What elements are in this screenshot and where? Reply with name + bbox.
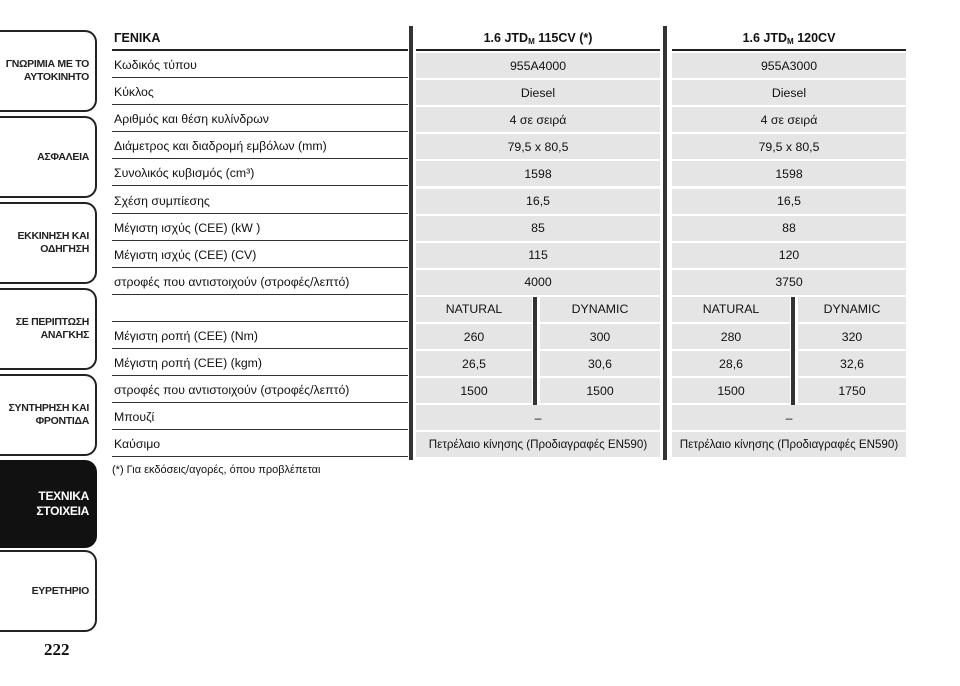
column-divider	[663, 405, 667, 432]
column-divider	[663, 378, 667, 405]
tab-label-line2: ΣΤΟΙΧΕΙΑ	[36, 504, 89, 518]
column-divider	[663, 80, 667, 107]
row-label: στροφές που αντιστοιχούν (στροφές/λεπτό)	[112, 270, 408, 295]
tab-label-line1: ΑΣΦΑΛΕΙΑ	[37, 150, 89, 163]
value-120cv: Πετρέλαιο κίνησης (Προδιαγραφές EN590)	[672, 432, 906, 457]
value-natural-115cv: 26,5	[416, 351, 532, 376]
column-divider	[409, 378, 413, 405]
column-divider	[663, 26, 667, 53]
tab-label-line1: ΕΚΚΙΝΗΣΗ ΚΑΙ	[17, 230, 89, 242]
table-header-row	[112, 26, 906, 53]
value-115cv: 1598	[416, 161, 660, 186]
table-row	[112, 80, 906, 107]
column-divider	[663, 432, 667, 459]
column-divider	[409, 351, 413, 378]
column-divider	[663, 297, 667, 324]
column-divider	[409, 405, 413, 432]
header-subscript: M	[787, 37, 794, 46]
value-natural-120cv: 28,6	[672, 351, 790, 376]
table-row	[112, 324, 906, 351]
table-row	[112, 189, 906, 216]
tab-label-line2: ΑΥΤΟΚΙΝΗΤΟ	[23, 71, 89, 83]
column-divider	[409, 270, 413, 297]
table-row	[112, 270, 906, 297]
table-row	[112, 405, 906, 432]
column-divider	[533, 378, 537, 405]
value-120cv: Diesel	[672, 80, 906, 105]
header-text: 1.6 JTD	[483, 30, 529, 45]
table-row	[112, 134, 906, 161]
header-subscript: M	[528, 37, 535, 46]
column-divider	[409, 297, 413, 324]
value-dynamic-120cv: 32,6	[798, 351, 906, 376]
column-divider	[663, 161, 667, 188]
page-number: 222	[44, 640, 70, 659]
column-divider	[663, 189, 667, 216]
tab-maintenance-and-care[interactable]	[0, 374, 97, 456]
value-120cv: 3750	[672, 270, 906, 295]
column-divider	[663, 351, 667, 378]
column-divider	[663, 216, 667, 243]
column-divider	[663, 107, 667, 134]
table-row	[112, 216, 906, 243]
column-divider	[533, 324, 537, 351]
value-115cv: Πετρέλαιο κίνησης (Προδιαγραφές EN590)	[416, 432, 660, 457]
value-dynamic-115cv: 300	[540, 324, 660, 349]
value-115cv: –	[416, 405, 660, 430]
value-120cv: 79,5 x 80,5	[672, 134, 906, 159]
value-natural-115cv: 1500	[416, 378, 532, 403]
value-120cv: –	[672, 405, 906, 430]
value-115cv: 16,5	[416, 189, 660, 214]
row-label: Μπουζί	[112, 405, 408, 430]
table-row	[112, 243, 906, 270]
column-divider	[533, 297, 537, 324]
table-row	[112, 378, 906, 405]
row-label: Κωδικός τύπου	[112, 53, 408, 78]
row-label: Διάμετρος και διαδρομή εμβόλων (mm)	[112, 134, 408, 159]
row-label: στροφές που αντιστοιχούν (στροφές/λεπτό)	[112, 378, 408, 403]
tab-label-line2: ΟΔΗΓΗΣΗ	[40, 243, 89, 255]
value-115cv: 85	[416, 216, 660, 241]
column-divider	[663, 270, 667, 297]
tab-label-line1: ΕΥΡΕΤΗΡΙΟ	[31, 584, 89, 597]
table-row	[112, 53, 906, 80]
row-label: Κύκλος	[112, 80, 408, 105]
header-engine-120cv	[672, 26, 906, 51]
column-divider	[409, 243, 413, 270]
value-120cv: 1598	[672, 161, 906, 186]
value-dynamic-120cv: 320	[798, 324, 906, 349]
row-label: Μέγιστη ισχύς (CEE) (kW )	[112, 216, 408, 241]
mode-dynamic-120cv: DYNAMIC	[798, 297, 906, 322]
header-text-suffix: 120CV	[793, 30, 836, 45]
footnote: (*) Για εκδόσεις/αγορές, όπου προβλέπεται	[112, 464, 321, 476]
column-divider	[409, 216, 413, 243]
row-label: Συνολικός κυβισμός (cm³)	[112, 161, 408, 186]
mode-dynamic-115cv: DYNAMIC	[540, 297, 660, 322]
value-dynamic-115cv: 1500	[540, 378, 660, 403]
tab-label-line1: ΣΕ ΠΕΡΙΠΤΩΣΗ	[15, 316, 89, 328]
mode-natural-115cv: NATURAL	[416, 297, 532, 322]
value-natural-115cv: 260	[416, 324, 532, 349]
value-120cv: 4 σε σειρά	[672, 107, 906, 132]
row-label: Καύσιμο	[112, 432, 408, 457]
row-label: Μέγιστη ροπή (CEE) (Nm)	[112, 324, 408, 349]
column-divider	[409, 107, 413, 134]
column-divider	[409, 189, 413, 216]
value-dynamic-120cv: 1750	[798, 378, 906, 403]
header-text-suffix: 115CV (*)	[534, 30, 593, 45]
value-natural-120cv: 280	[672, 324, 790, 349]
drive-mode-row	[112, 297, 906, 324]
tab-getting-to-know-car[interactable]	[0, 30, 97, 112]
column-divider	[409, 26, 413, 53]
column-divider	[791, 351, 795, 378]
tab-label-line2: ΦΡΟΝΤΙΔΑ	[35, 415, 89, 427]
tab-label-line1: ΣΥΝΤΗΡΗΣΗ ΚΑΙ	[8, 402, 89, 414]
value-dynamic-115cv: 30,6	[540, 351, 660, 376]
value-115cv: 955A4000	[416, 53, 660, 78]
engine-spec-table	[112, 26, 906, 460]
value-115cv: 4000	[416, 270, 660, 295]
row-label	[112, 297, 408, 322]
tab-label-line1: ΓΝΩΡΙΜΙΑ ΜΕ ΤΟ	[5, 58, 89, 70]
tab-label-line1: ΤΕΧΝΙΚΑ	[38, 489, 89, 503]
value-120cv: 120	[672, 243, 906, 268]
tab-starting-and-driving[interactable]	[0, 202, 97, 284]
value-115cv: 79,5 x 80,5	[416, 134, 660, 159]
column-divider	[663, 243, 667, 270]
row-label: Σχέση συμπίεσης	[112, 189, 408, 214]
header-text: 1.6 JTD	[742, 30, 788, 45]
header-engine-115cv	[416, 26, 660, 51]
tab-technical-data[interactable]	[0, 460, 97, 548]
column-divider	[663, 53, 667, 80]
column-divider	[791, 378, 795, 405]
column-divider	[409, 80, 413, 107]
column-divider	[791, 297, 795, 324]
column-divider	[409, 53, 413, 80]
value-120cv: 16,5	[672, 189, 906, 214]
table-row	[112, 351, 906, 378]
column-divider	[663, 324, 667, 351]
tab-in-emergency[interactable]	[0, 288, 97, 370]
table-row	[112, 107, 906, 134]
mode-natural-120cv: NATURAL	[672, 297, 790, 322]
tab-index[interactable]	[0, 550, 97, 632]
row-label: Μέγιστη ροπή (CEE) (kgm)	[112, 351, 408, 376]
column-divider	[663, 134, 667, 161]
column-divider	[409, 134, 413, 161]
tab-label-line2: ΑΝΑΓΚΗΣ	[40, 329, 89, 341]
table-row	[112, 161, 906, 188]
value-115cv: 4 σε σειρά	[416, 107, 660, 132]
column-divider	[791, 324, 795, 351]
column-divider	[409, 324, 413, 351]
value-115cv: Diesel	[416, 80, 660, 105]
header-label: ΓΕΝΙΚΑ	[112, 26, 408, 51]
value-120cv: 955A3000	[672, 53, 906, 78]
table-row	[112, 432, 906, 459]
value-115cv: 115	[416, 243, 660, 268]
value-120cv: 88	[672, 216, 906, 241]
column-divider	[533, 351, 537, 378]
column-divider	[409, 432, 413, 459]
value-natural-120cv: 1500	[672, 378, 790, 403]
column-divider	[409, 161, 413, 188]
row-label: Μέγιστη ισχύς (CEE) (CV)	[112, 243, 408, 268]
tab-safety[interactable]	[0, 116, 97, 198]
row-label: Αριθμός και θέση κυλίνδρων	[112, 107, 408, 132]
